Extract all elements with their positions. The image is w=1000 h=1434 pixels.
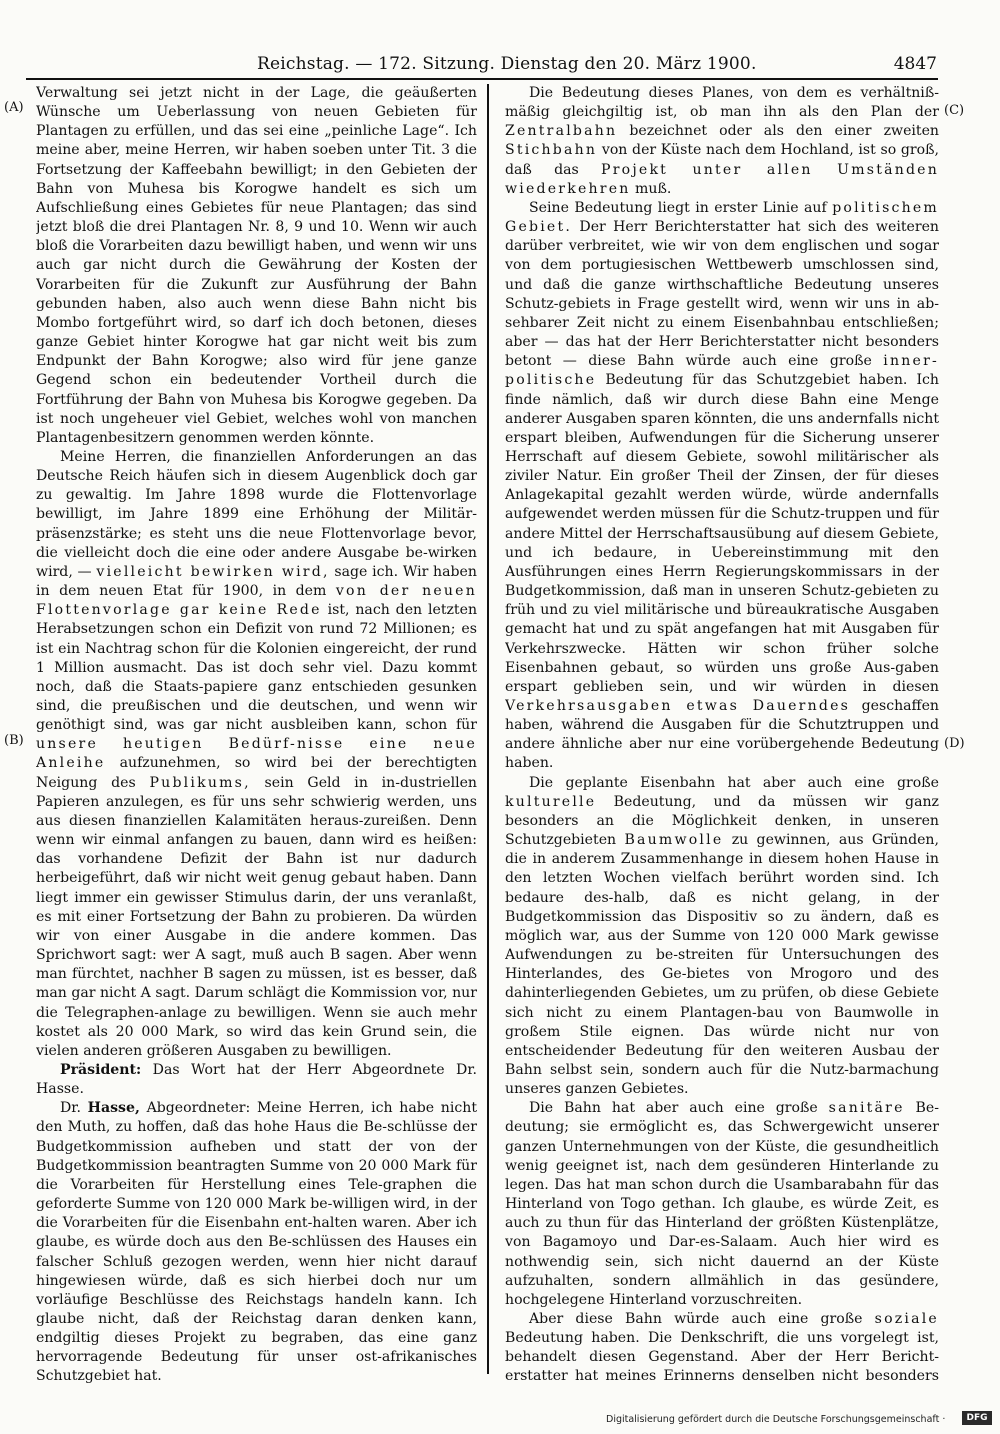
speaker-label: Präsident: bbox=[60, 1061, 142, 1078]
paragraph: Die geplante Eisenbahn hat aber auch eine große kulturelle Bedeutung, und da müssen wir ganz besonders an die Möglichkeit denken, in unseren Schutzgebieten Baumwolle zu gewinnen, aus Gründen, die in anderem Zusammenhange in diesem hohen Hause in den letzten Wochen vielfach berührt worden sind. Ich bedaure des-halb, daß es nicht gelang, in der Budgetkommission das Dispositiv so zu ändern, daß es möglich war, aus der Summe von 120 000 Mark gewisse Aufwendungen zu be-streiten für Untersuchungen des Hinterlandes, des Ge-bietes von Mrogoro und des dahinterliegenden Gebietes, um zu prüfen, ob diese Gebiete sich nicht zu einem Plantagen-bau von Baumwolle in großem Stile eignen. Das würde nicht nur von entscheidender Bedeutung für den weiteren Ausbau der Bahn selbst sein, sondern auch für die Nutz-barmachung unseres ganzen Gebietes. bbox=[505, 774, 939, 1098]
page-number: 4847 bbox=[893, 54, 937, 74]
header-rule bbox=[26, 78, 938, 80]
page-header bbox=[257, 52, 937, 76]
paragraph: Verwaltung sei jetzt nicht in der Lage, die geäußerten Wünsche um Ueberlassung von neuen Gebieten für Plantagen zu erfüllen, und das sei eine „peinliche Lage“. Ich meine aber, meine Herren, wir haben soeben unter Tit. 3 die Fortsetzung der Kaffeebahn bewilligt; in den Gebieten der Bahn von Muhesa bis Korogwe handelt es sich um Aufschließung eines Gebietes für neue Plantagen; das sind jetzt bloß die drei Plantagen Nr. 8, 9 und 10. Wenn wir auch bloß die Vorarbeiten dazu bewilligt haben, und wenn wir uns auch gar nicht durch die Gewährung der Kosten der Vorarbeiten für die Zukunft zur Ausführung der Bahn gebunden haben, also auch wenn diese Bahn nicht bis Mombo fortgeführt wird, so darf ich doch betonen, dieses ganze Gebiet hinter Korogwe hat gar nicht weit bis zum Endpunkt der Bahn Korogwe; also wird für jene ganze Gegend schon ein bedeutender Vortheil durch die Fortführung der Bahn von Muhesa bis Korogwe gegeben. Da ist noch ungeheuer viel Gebiet, welches wohl von manchen Plantagenbesitzern genommen werden könnte. bbox=[36, 85, 477, 446]
paragraph: Die Bedeutung dieses Planes, von dem es verhältniß-mäßig gleichgiltig ist, ob man ihn als den Plan der Zentralbahn bezeichnet oder als den einer zweiten Stichbahn von der Küste nach dem Hochland, ist so groß, daß das Projekt unter allen Umständen wiederkehren muß. bbox=[505, 85, 939, 197]
header-title: Reichstag. — 172. Sitzung. Dienstag den 20. März 1900. bbox=[257, 54, 757, 74]
paragraph: Die Bahn hat aber auch eine große sanitäre Be-deutung; sie ermöglicht es, das Schwergewicht unserer ganzen Unternehmungen von der Küste, die gesundheitlich wenig geeignet ist, nach dem gesünderen Hinterlande zu legen. Das hat man schon durch die Usambarabahn für das Hinterland von Togo gethan. Ich glaube, es würde Zeit, es auch zu thun für das Hinterland der größten Küstenplätze, von Bagamoyo und Dar-es-Salaam. Auch hier wird es nothwendig sein, sich nicht dauernd an der Küste aufzuhalten, sondern allmählich in das gesündere, hochgelegene Hinterland vorzuschreiten. bbox=[505, 1100, 939, 1308]
margin-mark-a: (A) bbox=[4, 100, 24, 115]
digitization-credit: Digitalisierung gefördert durch die Deutsche Forschungsgemeinschaft · bbox=[606, 1414, 946, 1425]
right-column bbox=[505, 84, 939, 1384]
speaker-paragraph: Präsident: Das Wort hat der Herr Abgeordnete Dr. Hasse. bbox=[36, 1061, 477, 1098]
speaker-name: Hasse, bbox=[87, 1100, 140, 1117]
dfg-logo: DFG bbox=[962, 1411, 992, 1425]
speaker-paragraph: Dr. Hasse, Abgeordneter: Meine Herren, ich habe nicht den Muth, zu hoffen, daß das hohe Haus die Be-schlüsse der Budgetkommission aufheben und statt der von der Budgetkommission beantragten Summe von 20 000 Mark für die Vorarbeiten für Herstellung eines Tele-graphen die geforderte Summe von 120 000 Mark be-willigen wird, in der die Vorarbeiten für die Eisenbahn ent-halten waren. Aber ich glaube, es würde doch aus den Be-schlüssen des Hauses ein falscher Schluß gezogen werden, wenn hier nicht darauf hingewiesen würde, daß es sich hierbei doch nur um vorläufige Beschlüsse des Reichstags handeln kann. Ich glaube nicht, daß der Reichstag daran denken kann, endgiltig dieses Projekt zu begraben, das eine ganz hervorragende Bedeutung für unser ost-afrikanisches Schutzgebiet hat. bbox=[36, 1100, 477, 1384]
margin-mark-c: (C) bbox=[944, 103, 965, 118]
paragraph: Aber diese Bahn würde auch eine große soziale Bedeutung haben. Die Denkschrift, die uns vorgelegt ist, behandelt diesen Gegenstand. Aber der Herr Bericht-erstatter hat meines Erinnerns denselben nicht besonders bbox=[505, 1311, 939, 1384]
paragraph: Seine Bedeutung liegt in erster Linie auf politischem Gebiet. Der Herr Berichterstatter hat sich des weiteren darüber verbreitet, wie wir von dem englischen und sogar von dem portugiesischen Wettbewerb umschlossen sind, und daß die ganze wirthschaftliche Bedeutung unseres Schutz-gebiets in Frage gestellt wird, wenn wir uns in ab-sehbarer Zeit nicht zu einem Eisenbahnbau entschließen; aber — das hat der Herr Berichterstatter nicht besonders betont — diese Bahn würde auch eine große inner-politische Bedeutung für das Schutzgebiet haben. Ich finde nämlich, daß wir durch diese Bahn eine Menge anderer Ausgaben sparen könnten, die uns andernfalls nicht erspart bleiben, Aufwendungen für die Sicherung unserer Herrschaft auf diesem Gebiete, sowohl militärischer als ziviler Natur. Ein großer Theil der Zinsen, der für dieses Anlagekapital gezahlt werden würde, würde andernfalls aufgewendet werden müssen für die Schutz-truppen und für andere Mittel der Herrschaftsausübung auf diesem Gebiete, und ich bedaure, in Uebereinstimmung mit den Ausführungen eines Herrn Regierungskommissars in der Budgetkommission, daß man in unseren Schutz-gebieten zu früh und zu viel militärische und büreaukratische Ausgaben gemacht hat und zu spät angefangen hat mit Ausgaben für Verkehrszwecke. Hätten wir schon früher solche Eisenbahnen gebaut, so würden uns große Aus-gaben erspart geblieben sein, und wir würden in diesen Verkehrsausgaben etwas Dauerndes geschaffen haben, während die Ausgaben für die Schutztruppen und andere ähnliche aber nur eine vorübergehende Bedeutung haben. bbox=[505, 199, 939, 772]
margin-mark-b: (B) bbox=[4, 733, 24, 748]
left-column bbox=[36, 84, 477, 1384]
margin-mark-d: (D) bbox=[944, 736, 965, 751]
paragraph: Meine Herren, die finanziellen Anforderungen an das Deutsche Reich häufen sich in diesem Augenblick doch gar zu gewaltig. Im Jahre 1898 wurde die Flottenvorlage bewilligt, im Jahre 1899 eine Erhöhung der Militär-präsenzstärke; es steht uns die neue Flottenvorlage bevor, die vielleicht doch die eine oder andere Ausgabe be-wirken wird, — vielleicht bewirken wird, sage ich. Wir haben in dem neuen Etat für 1900, in dem von der neuen Flottenvorlage gar keine Rede ist, nach den letzten Herabsetzungen schon ein Defizit von rund 72 Millionen; es ist ein Nachtrag schon für die Kolonien eingereicht, der rund 1 Million ausmacht. Das ist doch sehr viel. Dazu kommt noch, daß die Staats-papiere ganz entschieden gesunken sind, die preußischen und die deutschen, und wenn wir genöthigt sind, was gar nicht ausbleiben kann, schon für unsere heutigen Bedürf-nisse eine neue Anleihe aufzunehmen, so wird bei der berechtigten Neigung des Publikums, sein Geld in in-dustriellen Papieren anzulegen, es für uns sehr schwierig werden, uns aus diesen finanziellen Kalamitäten heraus-zureißen. Denn wenn wir einmal anfangen zu bauen, dann wird es heißen: das vorhandene Defizit der Bahn ist nur dadurch herbeigeführt, daß wir nicht weit genug gebaut haben. Dann liegt immer ein gewisser Stimulus darin, der uns veranlaßt, es mit einer Fortsetzung der Bahn zu probieren. Da würden wir von einer Ausgabe in die andere kommen. Das Sprichwort sagt: wer A sagt, muß auch B sagen. Aber wenn man fürchtet, nachher B sagen zu müssen, ist es besser, daß man gar nicht A sagt. Darum schlägt die Kommission vor, nur die Telegraphen-anlage zu bewilligen. Wenn sie auch mehr kostet als 20 000 Mark, so wird das kein Grund sein, die vielen anderen größeren Ausgaben zu bewilligen. bbox=[36, 448, 477, 1059]
column-divider bbox=[487, 84, 489, 1374]
